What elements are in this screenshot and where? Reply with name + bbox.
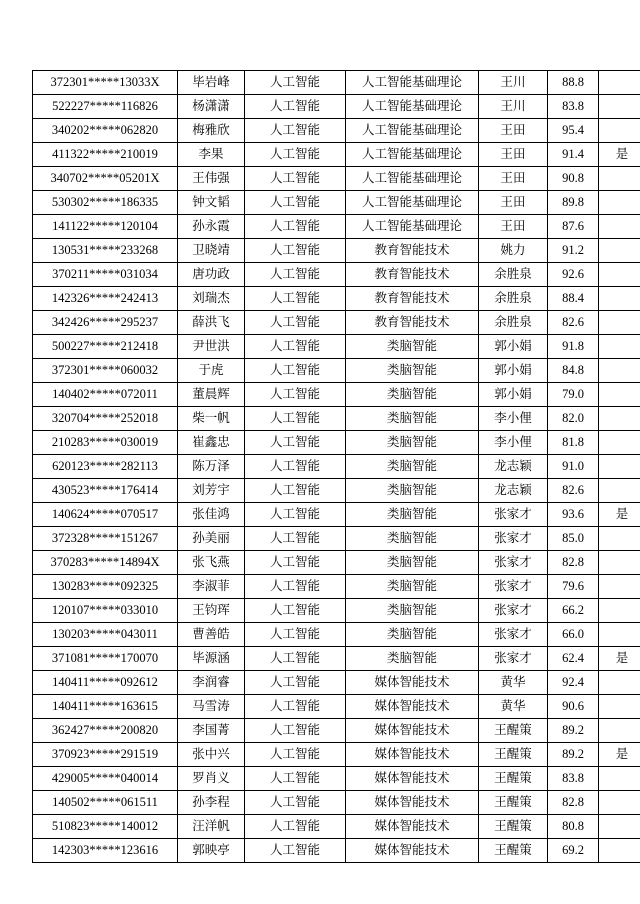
cell-score: 88.8 bbox=[548, 71, 599, 95]
cell-candidate-id: 370283*****14894X bbox=[33, 551, 178, 575]
cell-research-field: 媒体智能技术 bbox=[346, 719, 479, 743]
cell-remark bbox=[599, 455, 640, 479]
cell-candidate-id: 130203*****043011 bbox=[33, 623, 178, 647]
cell-name: 于虎 bbox=[178, 359, 245, 383]
cell-tutor: 张家才 bbox=[479, 527, 548, 551]
cell-remark bbox=[599, 671, 640, 695]
cell-candidate-id: 430523*****176414 bbox=[33, 479, 178, 503]
applicants-table bbox=[32, 70, 640, 863]
cell-score: 88.4 bbox=[548, 287, 599, 311]
cell-score: 87.6 bbox=[548, 215, 599, 239]
cell-tutor: 龙志颖 bbox=[479, 455, 548, 479]
cell-major: 人工智能 bbox=[245, 479, 346, 503]
cell-name: 李果 bbox=[178, 143, 245, 167]
cell-remark bbox=[599, 287, 640, 311]
table-row bbox=[33, 239, 640, 263]
cell-tutor: 余胜泉 bbox=[479, 311, 548, 335]
cell-score: 89.2 bbox=[548, 719, 599, 743]
cell-major: 人工智能 bbox=[245, 503, 346, 527]
table-row bbox=[33, 575, 640, 599]
table-row bbox=[33, 407, 640, 431]
cell-candidate-id: 140402*****072011 bbox=[33, 383, 178, 407]
cell-name: 钟文韬 bbox=[178, 191, 245, 215]
cell-name: 刘瑞杰 bbox=[178, 287, 245, 311]
cell-candidate-id: 141122*****120104 bbox=[33, 215, 178, 239]
cell-name: 唐功政 bbox=[178, 263, 245, 287]
cell-name: 刘芳宇 bbox=[178, 479, 245, 503]
cell-score: 82.6 bbox=[548, 311, 599, 335]
cell-tutor: 王醒策 bbox=[479, 767, 548, 791]
cell-name: 张飞燕 bbox=[178, 551, 245, 575]
cell-major: 人工智能 bbox=[245, 143, 346, 167]
cell-tutor: 王醒策 bbox=[479, 839, 548, 863]
cell-major: 人工智能 bbox=[245, 263, 346, 287]
cell-major: 人工智能 bbox=[245, 95, 346, 119]
table-row bbox=[33, 383, 640, 407]
cell-research-field: 媒体智能技术 bbox=[346, 767, 479, 791]
cell-name: 李淑菲 bbox=[178, 575, 245, 599]
cell-remark bbox=[599, 527, 640, 551]
cell-score: 66.2 bbox=[548, 599, 599, 623]
cell-score: 91.8 bbox=[548, 335, 599, 359]
table-row bbox=[33, 791, 640, 815]
table-row bbox=[33, 335, 640, 359]
cell-score: 82.8 bbox=[548, 551, 599, 575]
cell-score: 91.0 bbox=[548, 455, 599, 479]
cell-score: 91.4 bbox=[548, 143, 599, 167]
cell-tutor: 王醒策 bbox=[479, 815, 548, 839]
cell-major: 人工智能 bbox=[245, 455, 346, 479]
cell-remark bbox=[599, 791, 640, 815]
cell-research-field: 媒体智能技术 bbox=[346, 839, 479, 863]
cell-score: 90.6 bbox=[548, 695, 599, 719]
cell-research-field: 类脑智能 bbox=[346, 431, 479, 455]
cell-score: 92.6 bbox=[548, 263, 599, 287]
cell-research-field: 人工智能基础理论 bbox=[346, 143, 479, 167]
table-row bbox=[33, 695, 640, 719]
table-row bbox=[33, 311, 640, 335]
cell-candidate-id: 620123*****282113 bbox=[33, 455, 178, 479]
table-row bbox=[33, 95, 640, 119]
table-row bbox=[33, 719, 640, 743]
cell-tutor: 王田 bbox=[479, 119, 548, 143]
cell-tutor: 王醒策 bbox=[479, 743, 548, 767]
cell-name: 罗肖义 bbox=[178, 767, 245, 791]
cell-tutor: 王田 bbox=[479, 167, 548, 191]
cell-tutor: 余胜泉 bbox=[479, 263, 548, 287]
cell-tutor: 王川 bbox=[479, 95, 548, 119]
cell-remark bbox=[599, 719, 640, 743]
cell-research-field: 类脑智能 bbox=[346, 503, 479, 527]
cell-research-field: 媒体智能技术 bbox=[346, 791, 479, 815]
cell-name: 王钧珲 bbox=[178, 599, 245, 623]
cell-score: 80.8 bbox=[548, 815, 599, 839]
cell-remark bbox=[599, 239, 640, 263]
cell-name: 李润睿 bbox=[178, 671, 245, 695]
cell-research-field: 类脑智能 bbox=[346, 551, 479, 575]
cell-major: 人工智能 bbox=[245, 551, 346, 575]
cell-research-field: 人工智能基础理论 bbox=[346, 95, 479, 119]
cell-score: 81.8 bbox=[548, 431, 599, 455]
cell-tutor: 王醒策 bbox=[479, 719, 548, 743]
cell-score: 66.0 bbox=[548, 623, 599, 647]
cell-research-field: 媒体智能技术 bbox=[346, 671, 479, 695]
cell-major: 人工智能 bbox=[245, 383, 346, 407]
table-row bbox=[33, 743, 640, 767]
cell-research-field: 媒体智能技术 bbox=[346, 815, 479, 839]
cell-remark bbox=[599, 167, 640, 191]
cell-candidate-id: 372328*****151267 bbox=[33, 527, 178, 551]
cell-score: 84.8 bbox=[548, 359, 599, 383]
cell-score: 91.2 bbox=[548, 239, 599, 263]
cell-name: 薛洪飞 bbox=[178, 311, 245, 335]
cell-remark bbox=[599, 599, 640, 623]
cell-tutor: 王醒策 bbox=[479, 791, 548, 815]
cell-candidate-id: 530302*****186335 bbox=[33, 191, 178, 215]
cell-research-field: 人工智能基础理论 bbox=[346, 191, 479, 215]
table-row bbox=[33, 191, 640, 215]
cell-name: 尹世洪 bbox=[178, 335, 245, 359]
cell-score: 89.2 bbox=[548, 743, 599, 767]
cell-major: 人工智能 bbox=[245, 623, 346, 647]
table-row bbox=[33, 671, 640, 695]
cell-name: 孙永霞 bbox=[178, 215, 245, 239]
cell-score: 82.6 bbox=[548, 479, 599, 503]
cell-tutor: 王田 bbox=[479, 191, 548, 215]
cell-remark bbox=[599, 575, 640, 599]
cell-name: 柴一帆 bbox=[178, 407, 245, 431]
cell-research-field: 媒体智能技术 bbox=[346, 695, 479, 719]
cell-name: 马雪涛 bbox=[178, 695, 245, 719]
cell-score: 89.8 bbox=[548, 191, 599, 215]
cell-remark bbox=[599, 71, 640, 95]
cell-candidate-id: 342426*****295237 bbox=[33, 311, 178, 335]
cell-remark: 是 bbox=[599, 743, 640, 767]
cell-major: 人工智能 bbox=[245, 671, 346, 695]
table-row bbox=[33, 527, 640, 551]
cell-score: 69.2 bbox=[548, 839, 599, 863]
cell-remark: 是 bbox=[599, 503, 640, 527]
cell-research-field: 类脑智能 bbox=[346, 599, 479, 623]
cell-score: 79.0 bbox=[548, 383, 599, 407]
cell-remark bbox=[599, 407, 640, 431]
cell-score: 83.8 bbox=[548, 95, 599, 119]
cell-remark bbox=[599, 335, 640, 359]
cell-remark bbox=[599, 767, 640, 791]
cell-tutor: 郭小娟 bbox=[479, 383, 548, 407]
cell-name: 李国菁 bbox=[178, 719, 245, 743]
cell-tutor: 张家才 bbox=[479, 623, 548, 647]
cell-remark bbox=[599, 551, 640, 575]
cell-score: 82.0 bbox=[548, 407, 599, 431]
cell-remark bbox=[599, 815, 640, 839]
cell-name: 孙美丽 bbox=[178, 527, 245, 551]
cell-remark bbox=[599, 383, 640, 407]
cell-research-field: 类脑智能 bbox=[346, 647, 479, 671]
cell-remark bbox=[599, 431, 640, 455]
cell-major: 人工智能 bbox=[245, 791, 346, 815]
cell-research-field: 类脑智能 bbox=[346, 335, 479, 359]
applicants-table-container bbox=[32, 70, 629, 863]
cell-score: 83.8 bbox=[548, 767, 599, 791]
cell-research-field: 人工智能基础理论 bbox=[346, 215, 479, 239]
cell-tutor: 李小俚 bbox=[479, 407, 548, 431]
cell-research-field: 教育智能技术 bbox=[346, 311, 479, 335]
cell-remark bbox=[599, 479, 640, 503]
cell-candidate-id: 500227*****212418 bbox=[33, 335, 178, 359]
table-row bbox=[33, 815, 640, 839]
cell-score: 92.4 bbox=[548, 671, 599, 695]
cell-name: 孙李程 bbox=[178, 791, 245, 815]
cell-major: 人工智能 bbox=[245, 215, 346, 239]
cell-research-field: 类脑智能 bbox=[346, 527, 479, 551]
cell-score: 62.4 bbox=[548, 647, 599, 671]
cell-candidate-id: 411322*****210019 bbox=[33, 143, 178, 167]
cell-tutor: 郭小娟 bbox=[479, 335, 548, 359]
cell-remark bbox=[599, 839, 640, 863]
cell-candidate-id: 372301*****13033X bbox=[33, 71, 178, 95]
cell-major: 人工智能 bbox=[245, 743, 346, 767]
cell-major: 人工智能 bbox=[245, 719, 346, 743]
cell-major: 人工智能 bbox=[245, 695, 346, 719]
table-row bbox=[33, 623, 640, 647]
cell-remark bbox=[599, 191, 640, 215]
cell-tutor: 王田 bbox=[479, 215, 548, 239]
cell-tutor: 余胜泉 bbox=[479, 287, 548, 311]
cell-name: 崔鑫忠 bbox=[178, 431, 245, 455]
cell-name: 张佳鸿 bbox=[178, 503, 245, 527]
cell-remark bbox=[599, 215, 640, 239]
table-row bbox=[33, 359, 640, 383]
table-body bbox=[33, 71, 640, 863]
cell-research-field: 类脑智能 bbox=[346, 383, 479, 407]
cell-name: 梅雅欣 bbox=[178, 119, 245, 143]
cell-tutor: 张家才 bbox=[479, 647, 548, 671]
cell-major: 人工智能 bbox=[245, 287, 346, 311]
cell-research-field: 教育智能技术 bbox=[346, 239, 479, 263]
table-row bbox=[33, 71, 640, 95]
cell-remark bbox=[599, 95, 640, 119]
cell-candidate-id: 362427*****200820 bbox=[33, 719, 178, 743]
cell-name: 张中兴 bbox=[178, 743, 245, 767]
cell-research-field: 类脑智能 bbox=[346, 623, 479, 647]
cell-remark bbox=[599, 119, 640, 143]
cell-research-field: 人工智能基础理论 bbox=[346, 119, 479, 143]
cell-tutor: 张家才 bbox=[479, 503, 548, 527]
cell-candidate-id: 140411*****163615 bbox=[33, 695, 178, 719]
cell-tutor: 王田 bbox=[479, 143, 548, 167]
cell-tutor: 黄华 bbox=[479, 695, 548, 719]
cell-remark: 是 bbox=[599, 647, 640, 671]
cell-name: 曹善皓 bbox=[178, 623, 245, 647]
cell-research-field: 教育智能技术 bbox=[346, 263, 479, 287]
cell-candidate-id: 340202*****062820 bbox=[33, 119, 178, 143]
cell-major: 人工智能 bbox=[245, 119, 346, 143]
cell-tutor: 郭小娟 bbox=[479, 359, 548, 383]
cell-candidate-id: 120107*****033010 bbox=[33, 599, 178, 623]
table-row bbox=[33, 287, 640, 311]
cell-score: 93.6 bbox=[548, 503, 599, 527]
table-row bbox=[33, 143, 640, 167]
table-row bbox=[33, 119, 640, 143]
cell-major: 人工智能 bbox=[245, 359, 346, 383]
cell-major: 人工智能 bbox=[245, 767, 346, 791]
cell-candidate-id: 142303*****123616 bbox=[33, 839, 178, 863]
cell-research-field: 类脑智能 bbox=[346, 455, 479, 479]
table-row bbox=[33, 551, 640, 575]
cell-research-field: 类脑智能 bbox=[346, 407, 479, 431]
cell-candidate-id: 320704*****252018 bbox=[33, 407, 178, 431]
cell-candidate-id: 140624*****070517 bbox=[33, 503, 178, 527]
cell-score: 90.8 bbox=[548, 167, 599, 191]
cell-candidate-id: 140411*****092612 bbox=[33, 671, 178, 695]
cell-tutor: 王川 bbox=[479, 71, 548, 95]
cell-remark bbox=[599, 695, 640, 719]
cell-major: 人工智能 bbox=[245, 407, 346, 431]
cell-candidate-id: 130531*****233268 bbox=[33, 239, 178, 263]
cell-name: 董晨辉 bbox=[178, 383, 245, 407]
cell-research-field: 类脑智能 bbox=[346, 575, 479, 599]
cell-candidate-id: 142326*****242413 bbox=[33, 287, 178, 311]
cell-name: 杨潇潇 bbox=[178, 95, 245, 119]
cell-candidate-id: 370211*****031034 bbox=[33, 263, 178, 287]
cell-research-field: 人工智能基础理论 bbox=[346, 71, 479, 95]
cell-tutor: 李小俚 bbox=[479, 431, 548, 455]
cell-major: 人工智能 bbox=[245, 815, 346, 839]
cell-name: 陈万泽 bbox=[178, 455, 245, 479]
cell-remark bbox=[599, 311, 640, 335]
table-row bbox=[33, 647, 640, 671]
table-row bbox=[33, 455, 640, 479]
cell-name: 郭映亭 bbox=[178, 839, 245, 863]
cell-tutor: 姚力 bbox=[479, 239, 548, 263]
table-row bbox=[33, 503, 640, 527]
table-row bbox=[33, 215, 640, 239]
table-row bbox=[33, 431, 640, 455]
cell-research-field: 人工智能基础理论 bbox=[346, 167, 479, 191]
table-row bbox=[33, 767, 640, 791]
cell-tutor: 龙志颖 bbox=[479, 479, 548, 503]
cell-name: 王伟强 bbox=[178, 167, 245, 191]
cell-score: 95.4 bbox=[548, 119, 599, 143]
cell-major: 人工智能 bbox=[245, 335, 346, 359]
cell-research-field: 教育智能技术 bbox=[346, 287, 479, 311]
cell-major: 人工智能 bbox=[245, 575, 346, 599]
cell-major: 人工智能 bbox=[245, 311, 346, 335]
table-row bbox=[33, 167, 640, 191]
cell-name: 卫晓靖 bbox=[178, 239, 245, 263]
table-row bbox=[33, 263, 640, 287]
cell-tutor: 张家才 bbox=[479, 551, 548, 575]
cell-remark bbox=[599, 359, 640, 383]
table-row bbox=[33, 599, 640, 623]
cell-score: 79.6 bbox=[548, 575, 599, 599]
cell-tutor: 张家才 bbox=[479, 599, 548, 623]
cell-candidate-id: 372301*****060032 bbox=[33, 359, 178, 383]
cell-candidate-id: 370923*****291519 bbox=[33, 743, 178, 767]
cell-tutor: 张家才 bbox=[479, 575, 548, 599]
cell-research-field: 类脑智能 bbox=[346, 479, 479, 503]
cell-major: 人工智能 bbox=[245, 647, 346, 671]
cell-candidate-id: 210283*****030019 bbox=[33, 431, 178, 455]
cell-name: 毕岩峰 bbox=[178, 71, 245, 95]
cell-candidate-id: 510823*****140012 bbox=[33, 815, 178, 839]
cell-research-field: 类脑智能 bbox=[346, 359, 479, 383]
cell-remark bbox=[599, 263, 640, 287]
cell-major: 人工智能 bbox=[245, 431, 346, 455]
cell-major: 人工智能 bbox=[245, 167, 346, 191]
cell-major: 人工智能 bbox=[245, 239, 346, 263]
cell-research-field: 媒体智能技术 bbox=[346, 743, 479, 767]
cell-candidate-id: 130283*****092325 bbox=[33, 575, 178, 599]
cell-name: 汪洋帆 bbox=[178, 815, 245, 839]
cell-candidate-id: 522227*****116826 bbox=[33, 95, 178, 119]
cell-score: 82.8 bbox=[548, 791, 599, 815]
cell-remark bbox=[599, 623, 640, 647]
cell-major: 人工智能 bbox=[245, 599, 346, 623]
cell-candidate-id: 140502*****061511 bbox=[33, 791, 178, 815]
table-row bbox=[33, 839, 640, 863]
cell-score: 85.0 bbox=[548, 527, 599, 551]
cell-remark: 是 bbox=[599, 143, 640, 167]
cell-tutor: 黄华 bbox=[479, 671, 548, 695]
cell-candidate-id: 429005*****040014 bbox=[33, 767, 178, 791]
cell-major: 人工智能 bbox=[245, 71, 346, 95]
cell-candidate-id: 371081*****170070 bbox=[33, 647, 178, 671]
cell-major: 人工智能 bbox=[245, 527, 346, 551]
table-row bbox=[33, 479, 640, 503]
cell-major: 人工智能 bbox=[245, 191, 346, 215]
cell-name: 毕源涵 bbox=[178, 647, 245, 671]
cell-major: 人工智能 bbox=[245, 839, 346, 863]
cell-candidate-id: 340702*****05201X bbox=[33, 167, 178, 191]
